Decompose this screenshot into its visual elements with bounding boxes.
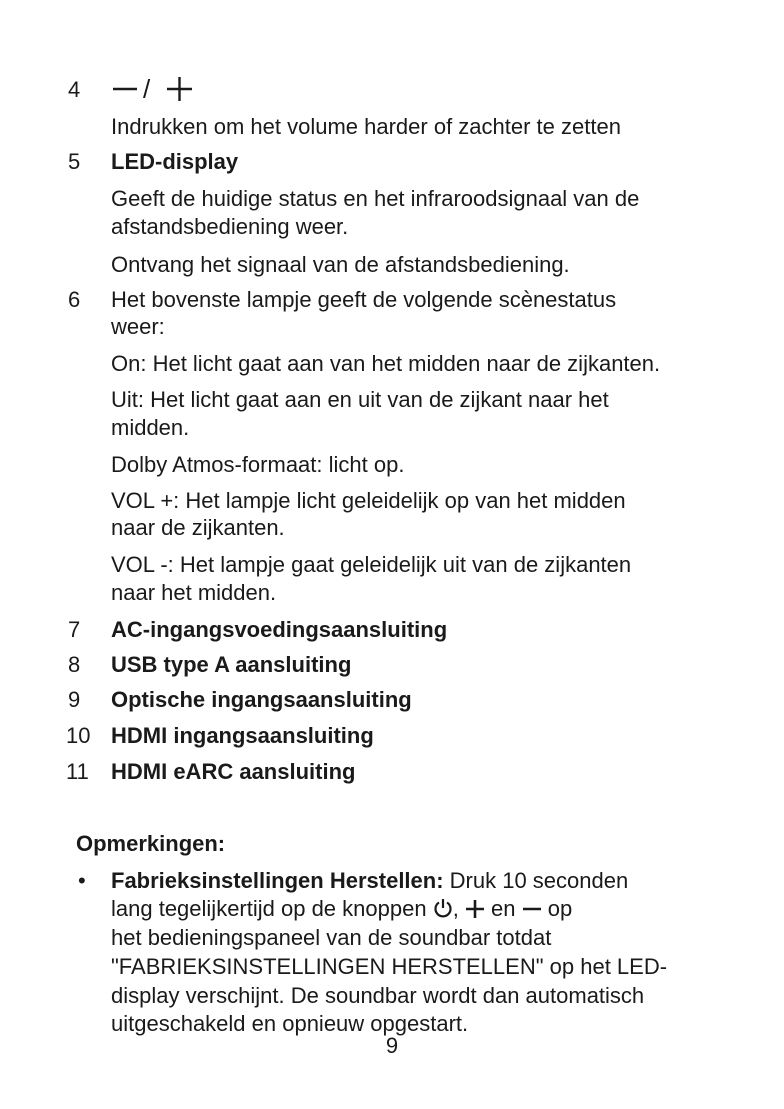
- item-8-title: USB type A aansluiting: [111, 652, 352, 677]
- item-11-title: HDMI eARC aansluiting: [111, 759, 356, 784]
- item-6-volplus-line2: naar de zijkanten.: [111, 515, 285, 540]
- reset-note-line3: het bedieningspaneel van de soundbar totdat: [111, 925, 552, 950]
- item-5-title: LED-display: [111, 149, 239, 174]
- power-icon: [433, 897, 453, 926]
- minus-icon: [522, 898, 542, 926]
- item-6-line1: Het bovenste lampje geeft de volgende scènestatus: [111, 287, 617, 312]
- item-5-p1-line1: Geeft de huidige status en het infraroodsignaal van de: [111, 186, 640, 211]
- item-8-number: 8: [68, 652, 81, 677]
- item-7-title: AC-ingangsvoedingsaansluiting: [111, 617, 448, 642]
- reset-label: Fabrieksinstellingen Herstellen:: [111, 868, 444, 893]
- item-6-number: 6: [68, 287, 81, 312]
- reset-note-line1: [111, 867, 751, 895]
- volume-symbols: [112, 74, 198, 104]
- notes-heading: Opmerkingen:: [76, 831, 226, 856]
- item-5-p2-line1: Ontvang het signaal van de afstandsbediening.: [111, 252, 570, 277]
- reset-note-line4: "FABRIEKSINSTELLINGEN HERSTELLEN" op het LED-: [111, 954, 668, 979]
- reset-note-line2: [111, 895, 751, 926]
- plus-icon: [465, 898, 485, 926]
- item-4-number: 4: [68, 77, 81, 102]
- reset-note-line5: display verschijnt. De soundbar wordt dan automatisch: [111, 983, 645, 1008]
- reset-line2-comma: ,: [452, 896, 465, 921]
- item-10-title: HDMI ingangsaansluiting: [111, 723, 374, 748]
- reset-note-line6: uitgeschakeld en opnieuw opgestart.: [111, 1011, 469, 1036]
- item-5-p1-line2: afstandsbediening weer.: [111, 214, 349, 239]
- plus-icon: [167, 77, 192, 101]
- item-10-number: 10: [66, 723, 91, 748]
- item-6-volminus-line1: VOL -: Het lampje gaat geleidelijk uit van de zijkanten: [111, 552, 632, 577]
- item-6-uit-line1: Uit: Het licht gaat aan en uit van de zijkant naar het: [111, 387, 609, 412]
- item-6-line2: weer:: [111, 314, 165, 339]
- item-9-number: 9: [68, 687, 81, 712]
- item-5-number: 5: [68, 149, 81, 174]
- item-6-volminus-line2: naar het midden.: [111, 580, 277, 605]
- item-11-number: 11: [66, 759, 89, 784]
- item-6-dolby: Dolby Atmos-formaat: licht op.: [111, 452, 405, 477]
- reset-line2-op: op: [541, 896, 573, 921]
- reset-line2-en: en: [484, 896, 522, 921]
- item-6-volplus-line1: VOL +: Het lampje licht geleidelijk op van het midden: [111, 488, 626, 513]
- item-7-number: 7: [68, 617, 81, 642]
- page-number: 9: [385, 1033, 399, 1058]
- item-4-description: Indrukken om het volume harder of zachter te zetten: [111, 114, 621, 139]
- volume-minus-slash-plus-icon: [112, 74, 198, 104]
- reset-line2-a: lang tegelijkertijd op de knoppen: [111, 896, 433, 921]
- bullet-marker: •: [78, 868, 86, 893]
- item-9-title: Optische ingangsaansluiting: [111, 687, 412, 712]
- slash-glyph: /: [143, 74, 151, 104]
- reset-line1-rest: Druk 10 seconden: [443, 868, 629, 893]
- item-6-on: On: Het licht gaat aan van het midden naar de zijkanten.: [111, 351, 661, 376]
- item-6-uit-line2: midden.: [111, 415, 190, 440]
